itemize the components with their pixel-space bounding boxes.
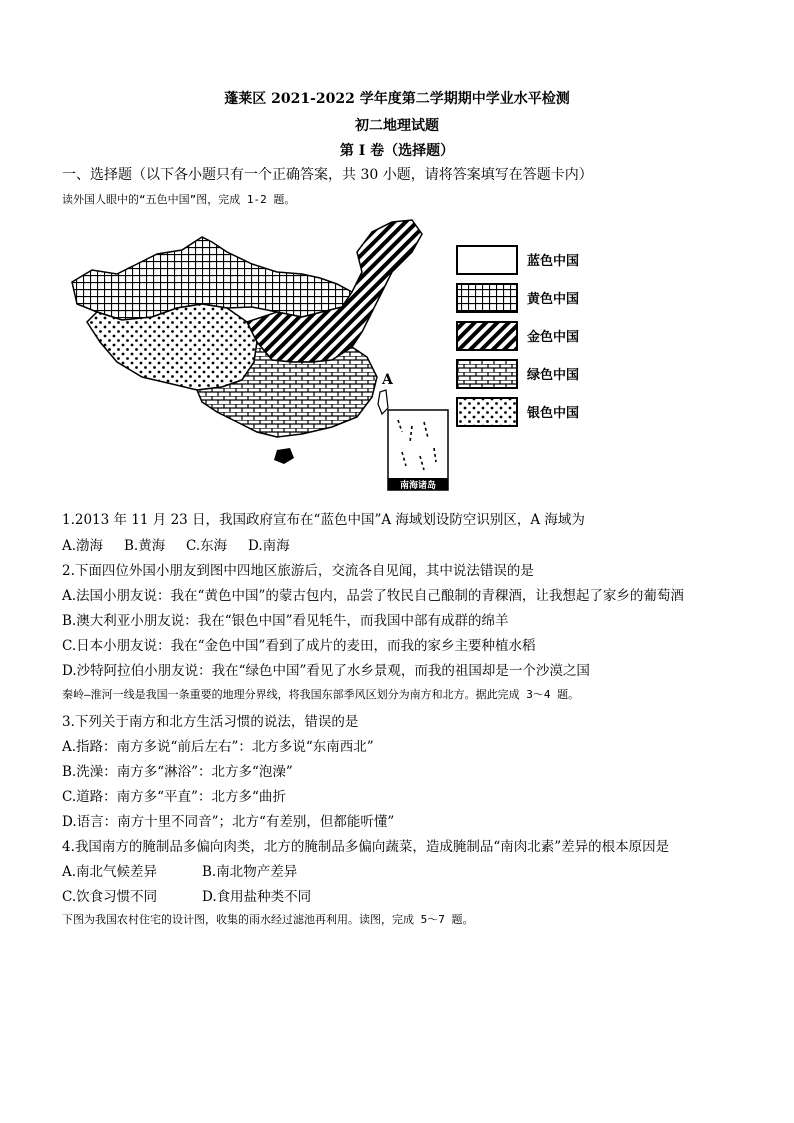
question-4-options-row-1 — [62, 860, 297, 880]
legend-label-green: 绿色中国 — [527, 368, 580, 383]
q2-option-c[interactable]: C.日本小朋友说：我在“金色中国”看到了成片的麦田，而我的家乡主要种植水稻 — [62, 638, 536, 654]
inset-label: 南海诸岛 — [399, 481, 437, 491]
legend-label-yellow: 黄色中国 — [527, 292, 580, 307]
q1-option-a[interactable]: A.渤海 — [62, 538, 104, 554]
intro-q1-2: 读外国人眼中的“五色中国”图，完成 1-2 题。 — [62, 193, 296, 206]
map-legend — [457, 246, 579, 426]
instructions: 一、选择题（以下各小题只有一个正确答案，共 30 小题，请将答案填写在答题卡内） — [62, 167, 593, 183]
q2-option-d[interactable]: D.沙特阿拉伯小朋友说：我在“绿色中国”看见了水乡景观，而我的祖国却是一个沙漠之国 — [62, 663, 590, 679]
south-china-sea-inset — [388, 410, 448, 491]
question-3-stem: 3.下列关于南方和北方生活习惯的说法，错误的是 — [62, 714, 359, 730]
q1-option-b[interactable]: B.黄海 — [124, 538, 166, 554]
exam-subtitle: 初二地理试题 — [355, 118, 439, 134]
q4-option-d[interactable]: D.食用盐种类不同 — [202, 889, 312, 905]
q4-option-a[interactable]: A.南北气候差异 — [62, 864, 158, 880]
legend-label-blue: 蓝色中国 — [527, 254, 580, 269]
question-4-options-row-2 — [62, 885, 311, 905]
five-color-china-map — [62, 212, 617, 497]
legend-label-silver: 银色中国 — [527, 406, 580, 421]
q4-option-b[interactable]: B.南北物产差异 — [202, 864, 298, 880]
exam-title: 蓬莱区 2021-2022 学年度第二学期期中学业水平检测 — [224, 91, 570, 107]
q1-option-c[interactable]: C.东海 — [186, 538, 228, 554]
q2-option-b[interactable]: B.澳大利亚小朋友说：我在“银色中国”看见牦牛，而我国中部有成群的绵羊 — [62, 613, 509, 629]
q3-option-c[interactable]: C.道路：南方多“平直”：北方多“曲折 — [62, 789, 286, 805]
q1-option-d[interactable]: D.南海 — [248, 538, 290, 554]
legend-label-golden: 金色中国 — [527, 330, 580, 345]
map-svg — [62, 212, 617, 497]
region-silver — [87, 304, 257, 390]
section-title: 第 I 卷（选择题） — [339, 143, 455, 159]
intro-q5-7: 下图为我国农村住宅的设计图，收集的雨水经过滤池再利用。读图，完成 5～7 题。 — [62, 913, 474, 926]
q3-option-b[interactable]: B.洗澡：南方多“淋浴”：北方多“泡澡” — [62, 764, 293, 780]
hainan-island — [274, 448, 294, 464]
q4-option-c[interactable]: C.饮食习惯不同 — [62, 889, 158, 905]
q2-option-a[interactable]: A.法国小朋友说：我在“黄色中国”的蒙古包内，品尝了牧民自己酿制的青稞酒，让我想起了家乡的葡萄酒 — [62, 588, 684, 604]
intro-q3-4: 秦岭—淮河一线是我国一条重要的地理分界线，将我国东部季风区划分为南方和北方。据此完成 3～4 题。 — [62, 688, 580, 701]
marker-a: A — [382, 372, 393, 388]
question-1-options — [62, 534, 310, 554]
taiwan-island — [378, 390, 388, 414]
q3-option-a[interactable]: A.指路：南方多说“前后左右”：北方多说“东南西北” — [62, 739, 374, 755]
question-1-stem: 1.2013 年 11 月 23 日，我国政府宣布在“蓝色中国”A 海域划设防空识别区，A 海域为 — [62, 512, 585, 528]
q3-option-d[interactable]: D.语言：南方十里不同音”；北方“有差别，但都能听懂” — [62, 814, 395, 830]
question-2-stem: 2.下面四位外国小朋友到图中四地区旅游后，交流各自见闻，其中说法错误的是 — [62, 563, 534, 579]
question-4-stem: 4.我国南方的腌制品多偏向肉类，北方的腌制品多偏向蔬菜，造成腌制品“南肉北素”差异的根本原因是 — [62, 839, 670, 855]
